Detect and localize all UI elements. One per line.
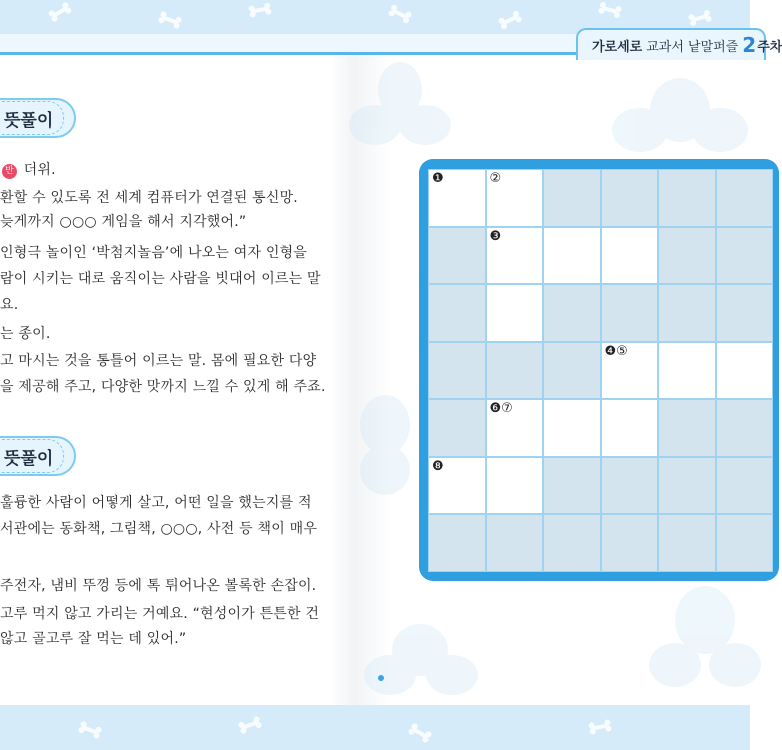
blocked-cell (716, 227, 774, 285)
crossword-cell[interactable] (486, 284, 544, 342)
blocked-cell (486, 514, 544, 572)
clue-number: ❸ (489, 228, 502, 244)
blocked-cell (658, 399, 716, 457)
blocked-cell (601, 457, 659, 515)
crossword-cell[interactable] (486, 169, 544, 227)
clue-line (0, 268, 321, 288)
clue-text: 더위. (19, 162, 56, 178)
clue-text: 인형극 놀이인 ‘박첨지놀음’에 나오는 여자 인형을 (0, 245, 308, 261)
section-heading-text: 뜻풀이 (4, 448, 54, 469)
clue-line (0, 492, 312, 512)
crossword-cell[interactable] (601, 399, 659, 457)
clue-number: ❶ (432, 171, 444, 186)
clue-line (0, 575, 316, 595)
clue-line (0, 628, 186, 648)
clue-line (0, 376, 326, 396)
flower-decoration (345, 60, 455, 170)
blocked-cell (543, 457, 601, 515)
crossword-cell[interactable] (486, 399, 544, 457)
clue-line (0, 603, 319, 623)
chapter-header-tab (576, 28, 782, 60)
crossword-cell[interactable] (428, 169, 486, 227)
clue-line (0, 211, 246, 231)
crossword-cell[interactable] (486, 227, 544, 285)
clue-text: 않고 골고루 잘 먹는 데 있어.” (0, 631, 187, 647)
clue-text: 주전자, 냄비 뚜껑 등에 톡 튀어나온 볼록한 손잡이. (0, 578, 317, 594)
blocked-cell (486, 342, 544, 400)
blocked-cell (716, 514, 774, 572)
clue-line (0, 187, 298, 207)
clue-line (0, 350, 316, 370)
header-title-strong: 가로세로 (592, 39, 643, 55)
flower-decoration (610, 70, 750, 170)
clue-line (0, 518, 317, 538)
blocked-cell (543, 284, 601, 342)
week-number: 2 (742, 33, 757, 57)
clue-number: ❻⑦ (489, 401, 513, 416)
clue-text: 환할 수 있도록 전 세계 컴퓨터가 연결된 통신망. (0, 190, 298, 206)
blocked-cell (716, 284, 774, 342)
clue-line (0, 159, 56, 179)
blocked-cell (428, 399, 486, 457)
crossword-cell[interactable] (716, 342, 774, 400)
blocked-cell (428, 284, 486, 342)
clue-line (0, 323, 50, 343)
blocked-cell (716, 399, 774, 457)
clue-text: 고루 먹지 않고 가리는 거예요. “현성이가 튼튼한 건 (0, 606, 320, 622)
blocked-cell (543, 342, 601, 400)
clue-text: 훌륭한 사람이 어떻게 살고, 어떤 일을 했는지를 적 (0, 495, 312, 511)
clue-number: ❹⑤ (604, 343, 628, 359)
clue-text: 람이 시키는 대로 움직이는 사람을 빗대어 이르는 말 (0, 271, 321, 287)
clue-text: 늦게까지 ○○○ 게임을 해서 지각했어.” (0, 214, 247, 230)
blocked-cell (658, 227, 716, 285)
section-heading-across (0, 436, 76, 476)
crossword-grid (428, 169, 768, 572)
blocked-cell (658, 284, 716, 342)
clue-number: ② (489, 171, 502, 186)
blocked-cell (716, 457, 774, 515)
blocked-cell (543, 169, 601, 227)
header-title-sub: 교과서 낱말퍼즐 (646, 39, 739, 55)
crossword-cell[interactable] (486, 457, 544, 515)
clue-text: 을 제공해 주고, 다양한 맛까지 느낄 수 있게 해 주죠. (0, 379, 326, 395)
week-label: 주차 (757, 39, 782, 55)
crossword-cell[interactable] (658, 342, 716, 400)
flower-decoration (360, 620, 480, 700)
crossword-cell[interactable] (428, 457, 486, 515)
crossword-cell[interactable] (543, 227, 601, 285)
flower-decoration (650, 580, 760, 700)
crossword-cell[interactable] (601, 342, 659, 400)
clue-number: ❽ (432, 458, 444, 474)
blocked-cell (601, 514, 659, 572)
clue-text: 는 종이. (0, 326, 51, 342)
blocked-cell (658, 457, 716, 515)
clue-text: 서관에는 동화책, 그림책, ○○○, 사전 등 책이 매우 (0, 521, 318, 537)
clue-line (0, 294, 18, 314)
blocked-cell (601, 169, 659, 227)
bottom-bone-decoration (0, 705, 750, 750)
section-heading-down (0, 98, 76, 138)
section-heading-text: 뜻풀이 (4, 110, 54, 131)
clue-line (0, 242, 307, 262)
blocked-cell (543, 514, 601, 572)
blocked-cell (428, 227, 486, 285)
blocked-cell (601, 284, 659, 342)
blocked-cell (658, 514, 716, 572)
crossword-cell[interactable] (601, 227, 659, 285)
crossword-cell[interactable] (543, 399, 601, 457)
blocked-cell (428, 514, 486, 572)
blocked-cell (428, 342, 486, 400)
opposite-badge: 반 (2, 164, 17, 179)
blocked-cell (716, 169, 774, 227)
page-marker-dot (378, 675, 384, 681)
clue-text: 요. (0, 297, 19, 313)
blocked-cell (658, 169, 716, 227)
flower-decoration (350, 390, 420, 500)
clue-text: 고 마시는 것을 통틀어 이르는 말. 몸에 필요한 다양 (0, 353, 317, 369)
